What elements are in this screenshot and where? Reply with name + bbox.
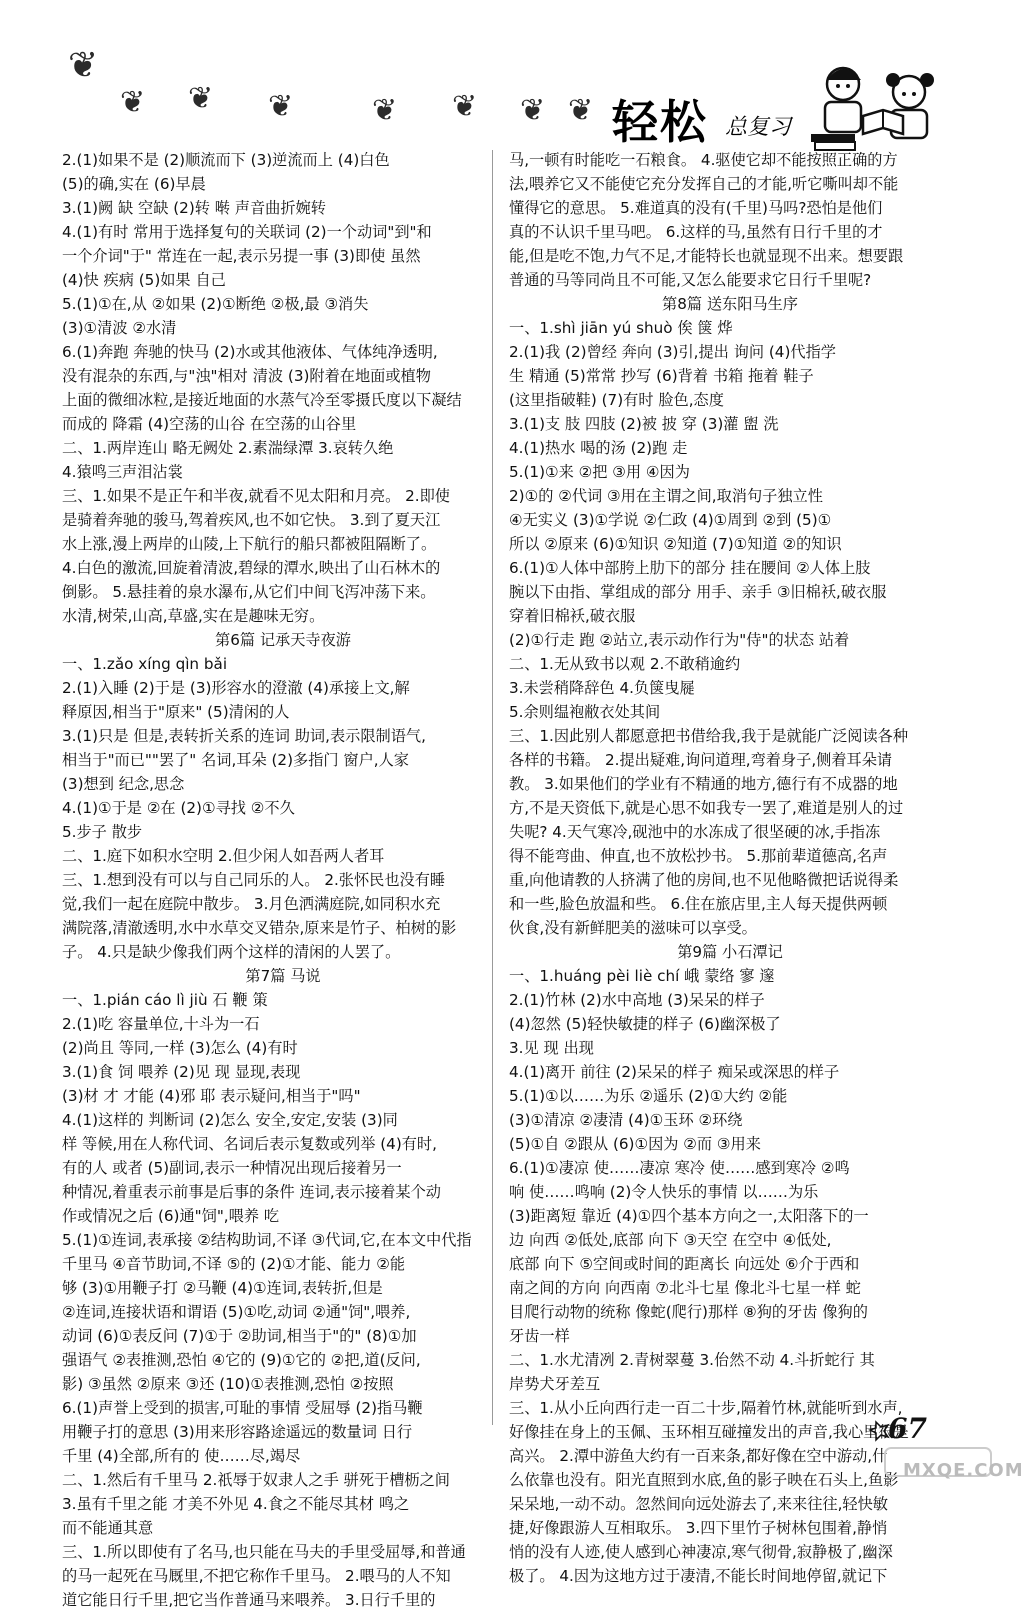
text-line: 捷,好像跟游人互相取乐。 3.四下里竹子树林包围着,静悄 [509,1519,888,1537]
text-line: 得不能弯曲、伸直,也不放松抄书。 5.那前辈道德高,名声 [509,847,888,865]
text-line: (4)忽然 (5)轻快敏捷的样子 (6)幽深极了 [509,1015,781,1033]
brand-main-text: 轻松 [612,95,708,149]
text-line: 生 精通 (5)常常 抄写 (6)背着 书箱 拖着 鞋子 [509,367,814,385]
text-line: 2.(1)我 (2)曾经 奔向 (3)引,提出 询问 (4)代指学 [509,343,836,361]
text-line: 觉,我们一起在庭院中散步。 3.月色洒满庭院,如同积水充 [62,895,441,913]
text-line: 4.(1)热水 喝的汤 (2)跑 走 [509,439,688,457]
text-line: 底部 向下 ⑤空间或时间的距离长 向远处 ⑥介于西和 [509,1255,860,1273]
text-line: 影) ③虽然 ②原来 ③还 (10)①表推测,恐怕 ②按照 [62,1375,394,1393]
page-header [0,0,1000,150]
text-line: 作或情况之后 (6)通"饲",喂养 吃 [62,1207,280,1225]
text-line: 2)①的 ②代词 ③用在主谓之间,取消句子独立性 [509,487,823,505]
text-line: 一、1.zǎo xíng qìn bǎi [62,655,228,673]
leaf-icon: ❦ [372,93,398,128]
text-line: 2.(1)竹林 (2)水中高地 (3)呆呆的样子 [509,991,765,1009]
text-line: 而不能通其意 [62,1519,154,1537]
text-line: 动词 (6)①表反问 (7)①于 ②助词,相当于"的" (8)①加 [62,1327,417,1345]
text-line: 3.(1)只是 但是,表转折关系的连词 助词,表示限制语气, [62,727,426,745]
text-line: 4.(1)这样的 判断词 (2)怎么 安全,安定,安装 (3)同 [62,1111,398,1129]
text-line: 极了。 4.因为这地方过于凄清,不能长时间地停留,就记下 [509,1567,888,1585]
text-line: 边 向西 ②低处,底部 向下 ③天空 在空中 ④低处, [509,1231,832,1249]
text-line: (3)①清波 ②水清 [62,319,177,337]
text-line: ②连词,连接状语和谓语 (5)①吃,动词 ②通"饲",喂养, [62,1303,411,1321]
text-line: 穿着旧棉袄,破衣服 [509,607,636,625]
text-line: 水清,树荣,山高,草盛,实在是趣味无穷。 [62,607,325,625]
text-line: (3)距离短 靠近 (4)①四个基本方向之一,太阳落下的一 [509,1207,869,1225]
text-line: 6.(1)奔跑 奔驰的快马 (2)水或其他液体、气体纯净透明, [62,343,438,361]
children-reading-icon [805,54,955,154]
text-line: (5)的确,实在 (6)早晨 [62,175,206,193]
text-line: 够 (3)①用鞭子打 ②马鞭 (4)①连词,表转折,但是 [62,1279,383,1297]
text-line: 的马一起死在马厩里,不把它称作千里马。 2.喂马的人不知 [62,1567,451,1585]
leaf-icon: ❦ [520,93,546,128]
text-line: 2.(1)吃 容量单位,十斗为一石 [62,1015,260,1033]
text-line: 一个介词"于" 常连在一起,表示另提一事 (3)即使 虽然 [62,247,421,265]
text-line: 倒影。 5.悬挂着的泉水瀑布,从它们中间飞泻冲荡下来。 [62,583,436,601]
text-line: 二、1.庭下如积水空明 2.但少闲人如吾两人者耳 [62,847,385,865]
text-line: 南之间的方向 向西南 ⑦北斗七星 像北斗七星一样 蛇 [509,1279,861,1297]
text-line: 千里马 ④音节助词,不译 ⑤的 (2)①才能、能力 ②能 [62,1255,406,1273]
text-line: 三、1.所以即使有了名马,也只能在马夫的手里受屈辱,和普通 [62,1543,466,1561]
text-line: 二、1.水尤清冽 2.青树翠蔓 3.佁然不动 4.斗折蛇行 其 [509,1351,875,1369]
page-number: 67 [888,1412,927,1445]
text-line: 用鞭子打的意思 (3)用来形容路途遥远的数量词 日行 [62,1423,413,1441]
text-line: 三、1.如果不是正午和半夜,就看不见太阳和月亮。 2.即使 [62,487,450,505]
text-line: 4.白色的激流,回旋着清波,碧绿的潭水,映出了山石林木的 [62,559,441,577]
section-title: 第9篇 小石潭记 [677,943,783,961]
text-line: 种情况,着重表示前事是后事的条件 连词,表示接着某个动 [62,1183,441,1201]
text-line: (3)①清凉 ②凄清 (4)①玉环 ②环绕 [509,1111,743,1129]
text-line: 好像挂在身上的玉佩、玉环相互碰撞发出的声音,我心里很是 [509,1423,909,1441]
text-line: 3.(1)阙 缺 空缺 (2)转 啭 声音曲折婉转 [62,199,326,217]
text-line: 懂得它的意思。 5.难道真的没有(千里)马吗?恐怕是他们 [509,199,883,217]
text-line: 马,一顿有时能吃一石粮食。 4.驱使它却不能按照正确的方 [509,151,898,169]
text-line: 5.(1)①来 ②把 ③用 ④因为 [509,463,690,481]
text-line: 5.余则缊袍敝衣处其间 [509,703,661,721]
text-line: 上面的微细冰粒,是接近地面的水蒸气冷至零摄氏度以下凝结 [62,391,462,409]
leaf-icon: ❦ [268,89,294,124]
text-line: (2)尚且 等同,一样 (3)怎么 (4)有时 [62,1039,298,1057]
text-line: 悄的没有人迹,使人感到心神凄凉,寒气彻骨,寂静极了,幽深 [509,1543,893,1561]
text-line: 6.(1)①凄凉 使……凄凉 寒冷 使……感到寒冷 ②鸣 [509,1159,850,1177]
text-line: 教。 3.如果他们的学业有不精通的地方,德行有不成器的地 [509,775,898,793]
text-line: 三、1.从小丘向西行走一百二十步,隔着竹林,就能听到水声, [509,1399,903,1417]
text-line: 5.(1)①以……为乐 ②遥乐 (2)①大约 ②能 [509,1087,788,1105]
text-line: 4.(1)①于是 ②在 (2)①寻找 ②不久 [62,799,295,817]
text-line: 4.(1)有时 常用于选择复句的关联词 (2)一个动词"到"和 [62,223,432,241]
leaf-icon: ❦ [568,93,594,128]
brand-sub-text: 总复习 [725,115,792,140]
text-line: 高兴。 2.潭中游鱼大约有一百来条,都好像在空中游动,什 [509,1447,888,1465]
watermark-text: MXQE.COM [903,1460,1024,1481]
text-line: 一、1.huáng pèi liè chí 峨 蒙络 寥 邃 [509,967,775,985]
text-line: 5.步子 散步 [62,823,143,841]
text-line: (3)想到 纪念,思念 [62,775,185,793]
text-line: 伙食,没有新鲜肥美的滋味可以享受。 [509,919,757,937]
text-line: 目爬行动物的统称 像蛇(爬行)那样 ⑧狗的牙齿 像狗的 [509,1303,868,1321]
text-line: 二、1.无从致书以观 2.不敢稍逾约 [509,655,741,673]
text-line: (2)①行走 跑 ②站立,表示动作行为"侍"的状态 站着 [509,631,850,649]
text-line: 没有混杂的东西,与"浊"相对 清波 (3)附着在地面或植物 [62,367,431,385]
text-line: 道它能日行千里,把它当作普通马来喂养。 3.日行千里的 [62,1591,436,1609]
text-line: (这里指破鞋) (7)有时 脸色,态度 [509,391,724,409]
section-title: 第7篇 马说 [245,967,321,985]
text-line: (3)材 才 才能 (4)邪 耶 表示疑问,相当于"吗" [62,1087,361,1105]
text-line: 能,但是吃不饱,力气不足,才能特长也就显现不出来。想要跟 [509,247,904,265]
page-number-badge [870,1412,960,1448]
text-line: 三、1.想到没有可以与自己同乐的人。 2.张怀民也没有睡 [62,871,446,889]
left-column [62,148,504,1612]
text-line: 6.(1)①人体中部胯上肋下的部分 挂在腰间 ②人体上肢 [509,559,871,577]
text-line: 千里 (4)全部,所有的 使……尽,竭尽 [62,1447,301,1465]
text-line: 6.(1)声誉上受到的损害,可耻的事情 受屈辱 (2)指马鞭 [62,1399,423,1417]
text-line: 失呢? 4.天气寒冷,砚池中的水冻成了很坚硬的冰,手指冻 [509,823,881,841]
text-line: 样 等候,用在人称代词、名词后表示复数或列举 (4)有时, [62,1135,437,1153]
text-line: 一、1.shì jiān yú shuò 俟 箧 烨 [509,319,733,337]
text-line: 二、1.两岸连山 略无阙处 2.素湍绿潭 3.哀转久绝 [62,439,394,457]
text-line: 3.(1)食 饲 喂养 (2)见 现 显现,表现 [62,1063,301,1081]
text-line: 呆呆地,一动不动。忽然间向远处游去了,来来往往,轻快敏 [509,1495,888,1513]
text-line: 4.(1)离开 前往 (2)呆呆的样子 痴呆或深思的样子 [509,1063,840,1081]
text-line: 普通的马等同尚且不可能,又怎么能要求它日行千里呢? [509,271,872,289]
text-line: 方,不是天资低下,就是心思不如我专一罢了,难道是别人的过 [509,799,904,817]
text-line: 5.(1)①在,从 ②如果 (2)①断绝 ②极,最 ③消失 [62,295,369,313]
text-line: ④无实义 (3)①学说 ②仁政 (4)①周到 ②到 (5)① [509,511,832,529]
leaf-icon: ❦ [120,85,146,120]
text-line: 响 使……鸣响 (2)令人快乐的事情 以……为乐 [509,1183,819,1201]
text-line: 4.猿鸣三声泪沾裳 [62,463,183,481]
text-line: 满院落,清澈透明,水中水草交叉错杂,原来是竹子、柏树的影 [62,919,457,937]
text-line: 所以 ②原来 (6)①知识 ②知道 (7)①知道 ②的知识 [509,535,842,553]
text-line: 释原因,相当于"原来" (5)清闲的人 [62,703,290,721]
leaf-icon: ❦ [188,81,214,116]
text-line: 而成的 降霜 (4)空荡的山谷 在空荡的山谷里 [62,415,357,433]
text-line: 是骑着奔驰的骏马,驾着疾风,也不如它快。 3.到了夏天江 [62,511,441,529]
text-line: 有的人 或者 (5)副词,表示一种情况出现后接着另一 [62,1159,402,1177]
text-line: 一、1.pián cáo lì jiù 石 鞭 策 [62,991,268,1009]
text-line: (5)①自 ②跟从 (6)①因为 ②而 ③用来 [509,1135,761,1153]
text-line: 3.虽有千里之能 才美不外见 4.食之不能尽其材 鸣之 [62,1495,410,1513]
section-title: 第6篇 记承天寺夜游 [215,631,351,649]
leaf-icon: ❦ [452,89,478,124]
text-line: 子。 4.只是缺少像我们两个这样的清闲的人罢了。 [62,943,401,961]
section-title: 第8篇 送东阳马生序 [662,295,798,313]
text-line: 重,向他请教的人挤满了他的房间,也不见他略微把话说得柔 [509,871,899,889]
leaf-icon: ❦ [68,45,99,86]
text-line: 二、1.然后有千里马 2.祇辱于奴隶人之手 骈死于槽枥之间 [62,1471,450,1489]
text-line: 法,喂养它又不能使它充分发挥自己的才能,听它嘶叫却不能 [509,175,899,193]
text-line: 5.(1)①连词,表承接 ②结构助词,不译 ③代词,它,在本文中代指 [62,1231,472,1249]
text-line: 3.(1)支 肢 四肢 (2)被 披 穿 (3)灌 盥 洗 [509,415,779,433]
text-line: 真的不认识千里马吧。 6.这样的马,虽然有日行千里的才 [509,223,883,241]
text-line: 么依靠也没有。阳光直照到水底,鱼的影子映在石头上,鱼影 [509,1471,899,1489]
text-line: 牙齿一样 [509,1327,570,1345]
text-line: 各样的书籍。 2.提出疑难,询问道理,弯着身子,侧着耳朵请 [509,751,893,769]
text-line: 腕以下由指、掌组成的部分 用手、亲手 ③旧棉袄,破衣服 [509,583,887,601]
text-line: 岸势犬牙差互 [509,1375,601,1393]
text-line: 3.见 现 出现 [509,1039,594,1057]
text-line: 相当于"而已""罢了" 名词,耳朵 (2)多指门 窗户,人家 [62,751,409,769]
text-line: (4)快 疾病 (5)如果 自己 [62,271,226,289]
watermark [883,1446,1024,1481]
text-line: 和一些,脸色放温和些。 6.住在旅店里,主人每天提供两顿 [509,895,888,913]
text-line: 强语气 ②表推测,恐怕 ④它的 (9)①它的 ②把,道(反问, [62,1351,421,1369]
text-line: 2.(1)如果不是 (2)顺流而下 (3)逆流而上 (4)白色 [62,151,390,169]
text-line: 水上涨,漫上两岸的山陵,上下航行的船只都被阻隔断了。 [62,535,437,553]
right-column [509,148,951,1588]
text-line: 2.(1)入睡 (2)于是 (3)形容水的澄澈 (4)承接上文,解 [62,679,410,697]
text-line: 三、1.因此别人都愿意把书借给我,我于是就能广泛阅读各种 [509,727,909,745]
text-line: 3.未尝稍降辞色 4.负箧曳屣 [509,679,695,697]
